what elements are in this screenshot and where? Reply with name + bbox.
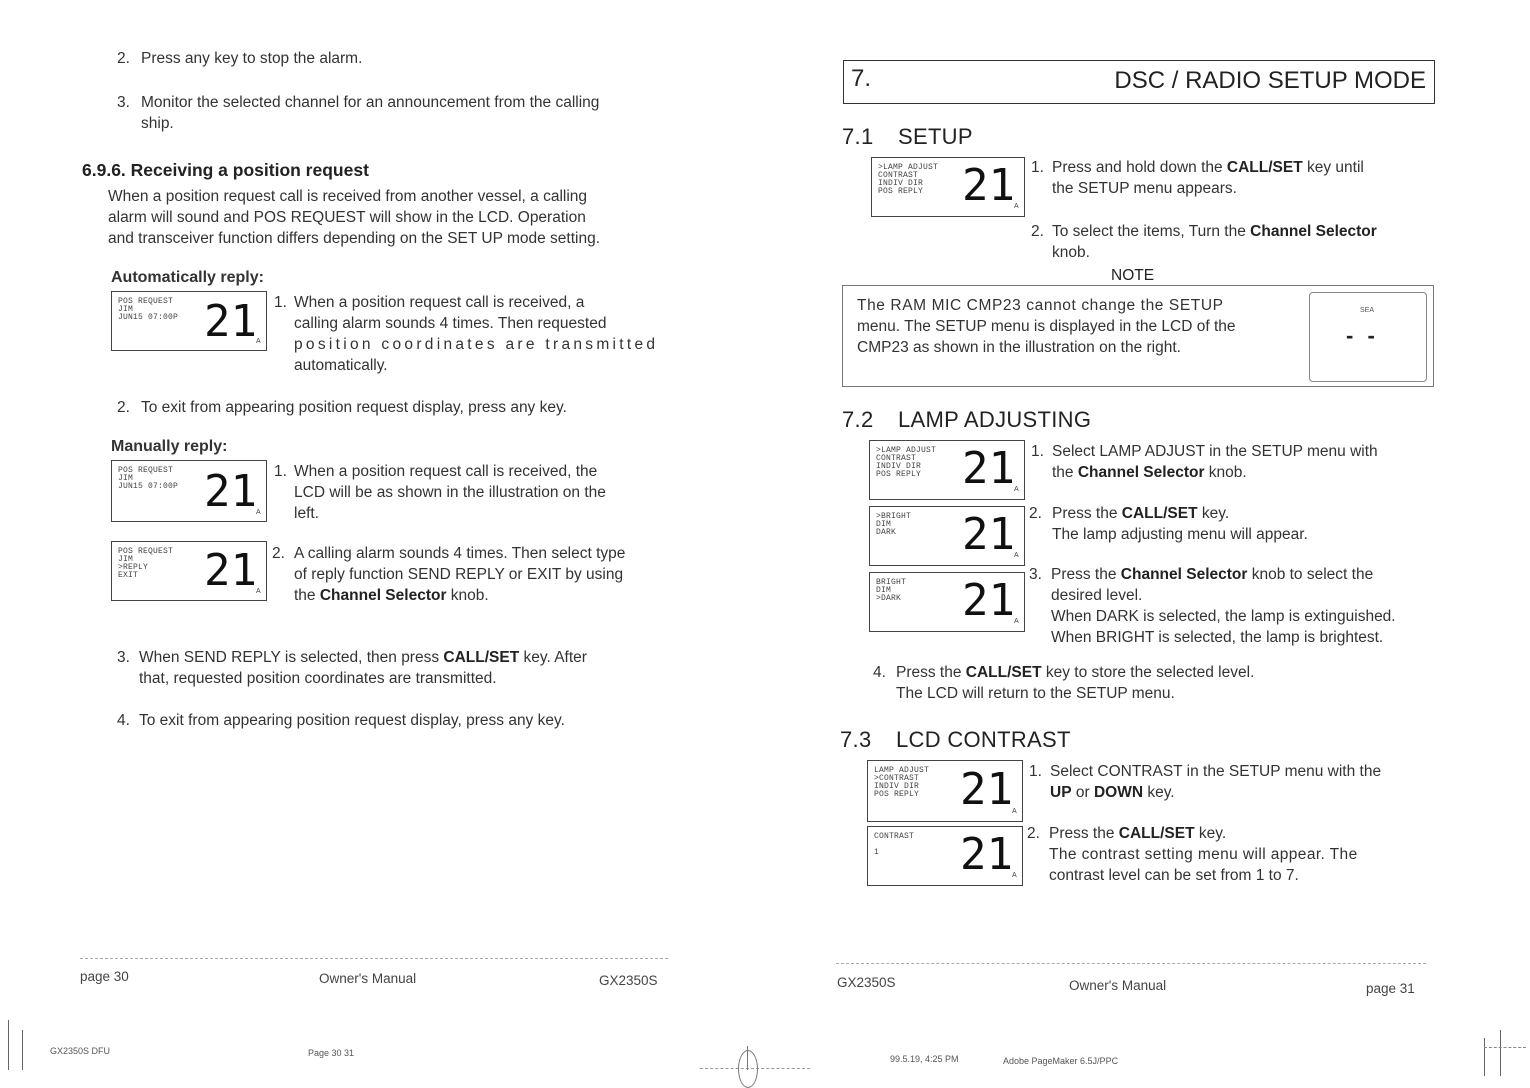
text-span: Press the: [1052, 505, 1122, 522]
bold-text: Channel Selector: [1077, 464, 1205, 481]
lcd-line: >LAMP ADJUST: [876, 446, 937, 455]
lcd-display-lamp-1: [869, 440, 1025, 500]
text-span: key.: [1197, 505, 1230, 522]
lcd-line: DIM: [876, 520, 892, 529]
right-footer-rule: [836, 963, 1426, 964]
item-text: [1052, 221, 1377, 263]
text-line: Select LAMP ADJUST in the SETUP menu with: [1052, 443, 1378, 460]
contrast-item-2: [1027, 823, 1434, 887]
slug-application: Adobe PageMaker 6.5J/PPC: [1003, 1056, 1119, 1066]
item-number: 2.: [117, 399, 130, 416]
item-number: 4.: [117, 712, 130, 729]
section-7-3: [840, 727, 1071, 753]
item-text: [294, 461, 606, 524]
chapter-header-box: [843, 60, 1435, 104]
manual-item-2: [272, 543, 676, 607]
text-span: key to store the selected level.: [1041, 664, 1255, 681]
text-line: LCD will be as shown in the illustration on the: [294, 484, 606, 501]
text-line: contrast level can be set from 1 to 7.: [1049, 867, 1299, 884]
text-line: When a position request call is received from another vessel, a calling: [108, 188, 588, 205]
crop-mark-right: [1484, 1038, 1485, 1076]
slug-date: 99.5.19, 4:25 PM: [890, 1054, 959, 1064]
auto-item-2: [117, 397, 677, 419]
section-7-2: [842, 407, 1091, 433]
text-line: the SETUP menu appears.: [1052, 180, 1237, 197]
lamp-item-3: [1029, 564, 1434, 650]
lcd-line: INDIV DIR: [876, 462, 922, 471]
item-number: 3.: [117, 94, 130, 111]
left-footer-rule: [80, 958, 668, 959]
manual-reply-heading: Manually reply:: [111, 438, 228, 455]
lcd-channel: 21: [962, 160, 1015, 211]
text-line: menu. The SETUP menu is displayed in the LCD of the: [857, 318, 1236, 335]
registration-circle: [738, 1050, 758, 1088]
item-text: [294, 292, 672, 376]
lcd-mark: A: [1014, 552, 1019, 559]
text-span: key until: [1302, 159, 1364, 176]
item-number: 3.: [117, 649, 130, 666]
lcd-display-manual-2: [111, 541, 267, 601]
text-span: or: [1071, 784, 1094, 801]
lamp-item-2: [1029, 503, 1434, 547]
bold-text: CALL/SET: [443, 649, 520, 666]
lcd-line: JIM: [118, 555, 134, 564]
lcd-mark: A: [1012, 872, 1017, 879]
bold-text: CALL/SET: [1226, 159, 1303, 176]
lcd-mark: A: [1014, 618, 1019, 625]
left-page-number: page 30: [80, 969, 129, 984]
lcd-text: [118, 548, 173, 580]
text-span: the: [294, 587, 320, 604]
chapter-title: DSC / RADIO SETUP MODE: [1114, 67, 1426, 94]
crop-mark-left: [8, 1020, 9, 1070]
note-title: NOTE: [1111, 267, 1155, 284]
crop-mark-right-h: [1484, 1047, 1526, 1048]
text-line: When DARK is selected, the lamp is extinguished.: [1051, 608, 1396, 625]
lcd-mark: A: [1014, 486, 1019, 493]
text-span: Press the: [896, 664, 966, 681]
item-text: To exit from appearing position request display, press any key.: [141, 399, 567, 416]
item-text: [1052, 503, 1308, 545]
lcd-line: JUN15 07:00P: [118, 482, 179, 491]
item-text: [141, 92, 599, 134]
lcd-channel: 21: [204, 296, 257, 347]
lcd-text: [874, 833, 914, 857]
text-line: [294, 585, 625, 606]
lcd-channel: 21: [204, 466, 257, 517]
text-line: When a position request call is received, a: [294, 294, 585, 311]
lcd-line: 1: [874, 848, 880, 857]
text-line: [1052, 503, 1308, 524]
bold-text: CALL/SET: [1118, 825, 1195, 842]
text-line: The LCD will return to the SETUP menu.: [896, 685, 1175, 702]
lcd-line: POS REPLY: [878, 187, 924, 196]
cmp23-lcd-display: [1309, 292, 1427, 382]
lcd-mark: A: [256, 588, 261, 595]
section-intro: [108, 186, 673, 249]
section-heading-6-9-6: 6.9.6. Receiving a position request: [82, 160, 369, 180]
contrast-item-1: [1029, 761, 1434, 805]
lcd-display-lamp-2: [869, 506, 1025, 566]
lcd-line: CONTRAST: [878, 171, 919, 180]
lcd-line: INDIV DIR: [878, 179, 924, 188]
auto-reply-heading: Automatically reply:: [111, 269, 264, 286]
bold-text: CALL/SET: [965, 664, 1042, 681]
registration-stem: [747, 1046, 748, 1070]
text-line: The contrast setting menu will appear. The: [1049, 846, 1358, 863]
lcd-line: CONTRAST: [876, 454, 917, 463]
text-line: A calling alarm sounds 4 times. Then select type: [294, 545, 626, 562]
lcd-text: [874, 767, 929, 799]
item-number: 2.: [1029, 505, 1042, 522]
text-line: Select CONTRAST in the SETUP menu with the: [1050, 763, 1382, 780]
lcd-line: POS REQUEST: [118, 297, 174, 306]
bold-text: Channel Selector: [1120, 566, 1248, 583]
lcd-line: >BRIGHT: [876, 512, 912, 521]
lcd-channel: 21: [960, 764, 1013, 815]
lcd-line: >DARK: [876, 594, 902, 603]
lcd-mode-text: SEA: [1360, 307, 1375, 314]
lcd-channel: 21: [962, 443, 1015, 494]
setup-item-2: [1031, 221, 1436, 265]
item-number: 1.: [274, 463, 287, 480]
text-line: desired level.: [1051, 587, 1143, 604]
item-text: [1051, 564, 1396, 648]
lamp-item-4: [873, 662, 1373, 706]
lcd-display-lamp-3: [869, 572, 1025, 632]
item-number: 2.: [1031, 223, 1044, 240]
item-number: 4.: [873, 664, 886, 681]
left-item-2: [117, 48, 677, 70]
lamp-item-1: [1031, 441, 1436, 485]
text-line: [1049, 823, 1358, 844]
text-span: Press and hold down the: [1052, 159, 1227, 176]
lcd-line: EXIT: [118, 571, 139, 580]
section-number: 7.2: [842, 407, 874, 432]
lcd-line: JIM: [118, 474, 134, 483]
section-title: LCD CONTRAST: [896, 727, 1071, 752]
lcd-mark: A: [256, 509, 261, 516]
item-number: 1.: [1029, 763, 1042, 780]
item-text: To exit from appearing position request display, press any key.: [139, 712, 565, 729]
text-line: Monitor the selected channel for an announcement from the calling: [141, 94, 600, 111]
lcd-line: POS REQUEST: [118, 466, 174, 475]
text-line: knob.: [1052, 244, 1090, 261]
item-number: 1.: [1031, 159, 1044, 176]
item-text: Press any key to stop the alarm.: [141, 50, 363, 67]
manual-item-4: [117, 710, 677, 732]
text-line: position coordinates are transmitted: [294, 336, 659, 353]
lcd-mark: A: [256, 338, 261, 345]
lcd-line: POS REPLY: [876, 470, 922, 479]
lcd-line: LAMP ADJUST: [874, 766, 930, 775]
text-span: Press the: [1049, 825, 1119, 842]
item-text: [1050, 761, 1381, 803]
lcd-channel: 21: [960, 829, 1013, 880]
text-line: alarm will sound and POS REQUEST will show in the LCD. Operation: [108, 209, 586, 226]
lcd-display-contrast-1: [867, 760, 1023, 822]
lcd-channel: 21: [962, 509, 1015, 560]
text-span: Press the: [1051, 566, 1121, 583]
text-line: of reply function SEND REPLY or EXIT by using: [294, 566, 624, 583]
chapter-number: 7.: [851, 65, 872, 92]
lcd-mark: A: [1014, 203, 1019, 210]
lcd-channel: 21: [962, 575, 1015, 626]
lcd-line: >CONTRAST: [874, 774, 920, 783]
bold-text: DOWN: [1093, 784, 1144, 801]
lcd-line: CONTRAST: [874, 832, 915, 841]
text-line: [1050, 782, 1381, 803]
text-span: key.: [1143, 784, 1175, 801]
lcd-line: >LAMP ADJUST: [878, 163, 939, 172]
lcd-text: [118, 298, 178, 322]
text-line: CMP23 as shown in the illustration on the right.: [857, 339, 1181, 356]
lcd-line: DIM: [876, 586, 892, 595]
lcd-line: POS REQUEST: [118, 547, 174, 556]
left-footer-title: Owner's Manual: [319, 971, 417, 986]
item-number: 2.: [117, 50, 130, 67]
left-item-3: [117, 92, 677, 136]
lcd-line: POS REPLY: [874, 790, 920, 799]
text-line: [1052, 157, 1364, 178]
text-line: The lamp adjusting menu will appear.: [1052, 526, 1308, 543]
lcd-text: [876, 447, 936, 479]
text-line: calling alarm sounds 4 times. Then requested: [294, 315, 607, 332]
slug-file-name: GX2350S DFU: [50, 1046, 111, 1056]
lcd-line: INDIV DIR: [874, 782, 920, 791]
bold-text: UP: [1050, 784, 1072, 801]
text-line: ship.: [141, 115, 174, 132]
text-span: key. After: [519, 649, 587, 666]
section-number: 7.1: [842, 124, 874, 149]
lcd-line: DARK: [876, 528, 897, 537]
text-line: automatically.: [294, 357, 388, 374]
lcd-line: >REPLY: [118, 563, 149, 572]
manual-item-1: [274, 461, 674, 525]
lcd-channel: 21: [204, 545, 257, 596]
auto-item-1: [274, 292, 674, 376]
lcd-display-contrast-2: [867, 826, 1023, 886]
text-span: knob to select the: [1247, 566, 1374, 583]
text-line: and transceiver function differs depending on the SET UP mode setting.: [108, 230, 601, 247]
lcd-line: JUN15 07:00P: [118, 313, 179, 322]
lcd-display-auto-reply: [111, 291, 267, 351]
item-text: [139, 647, 587, 689]
registration-mark: [700, 1046, 810, 1070]
lcd-text: [876, 513, 911, 537]
lcd-mark: A: [1012, 808, 1017, 815]
text-line: [1052, 462, 1378, 483]
left-footer-model: GX2350S: [599, 973, 658, 988]
bold-text: Channel Selector: [1250, 223, 1377, 240]
item-text: [1049, 823, 1358, 886]
item-text: [1052, 157, 1364, 199]
text-span: knob.: [446, 587, 489, 604]
crop-mark-left-2: [22, 1030, 23, 1070]
text-span: knob.: [1204, 464, 1247, 481]
text-line: The RAM MIC CMP23 cannot change the SETUP: [857, 297, 1224, 314]
item-text: [1052, 441, 1378, 483]
crop-mark-right-2: [1500, 1030, 1501, 1076]
text-line: that, requested position coordinates are transmitted.: [139, 670, 497, 687]
lcd-display-setup: [871, 157, 1025, 217]
note-text: [857, 295, 1307, 358]
text-span: To select the items, Turn the: [1052, 223, 1251, 240]
bold-text: Channel Selector: [319, 587, 447, 604]
item-number: 1.: [1031, 443, 1044, 460]
text-span: When SEND REPLY is selected, then press: [139, 649, 444, 666]
item-number: 3.: [1029, 566, 1042, 583]
section-title: LAMP ADJUSTING: [898, 407, 1092, 432]
item-text: [294, 543, 625, 606]
section-7-1: [842, 124, 973, 150]
manual-item-3: [117, 647, 677, 691]
lcd-line: JIM: [118, 305, 134, 314]
text-line: left.: [294, 505, 319, 522]
text-line: When a position request call is received, the: [294, 463, 598, 480]
note-box: [842, 285, 1434, 387]
text-span: key.: [1194, 825, 1227, 842]
bold-text: CALL/SET: [1121, 505, 1198, 522]
lcd-main-text: - -: [1346, 323, 1379, 348]
item-number: 2.: [1027, 825, 1040, 842]
lcd-display-manual-1: [111, 460, 267, 522]
text-line: [139, 647, 587, 668]
lcd-line: BRIGHT: [876, 578, 907, 587]
item-number: 1.: [274, 294, 287, 311]
right-footer-title: Owner's Manual: [1069, 978, 1167, 993]
text-span: the: [1052, 464, 1078, 481]
lcd-text: [878, 164, 938, 196]
text-line: [896, 662, 1254, 683]
item-number: 2.: [272, 545, 285, 562]
text-line: [1052, 221, 1377, 242]
text-line: [1051, 564, 1396, 585]
section-title: SETUP: [898, 124, 973, 149]
right-page-number: page 31: [1366, 981, 1415, 996]
item-text: [896, 662, 1254, 704]
lcd-line: [874, 841, 914, 849]
slug-pages: Page 30 31: [308, 1048, 355, 1058]
setup-item-1: [1031, 157, 1436, 201]
text-line: When BRIGHT is selected, the lamp is brightest.: [1051, 629, 1384, 646]
lcd-text: [118, 467, 178, 491]
section-number: 7.3: [840, 727, 872, 752]
right-footer-model: GX2350S: [837, 975, 896, 990]
lcd-text: [876, 579, 906, 603]
